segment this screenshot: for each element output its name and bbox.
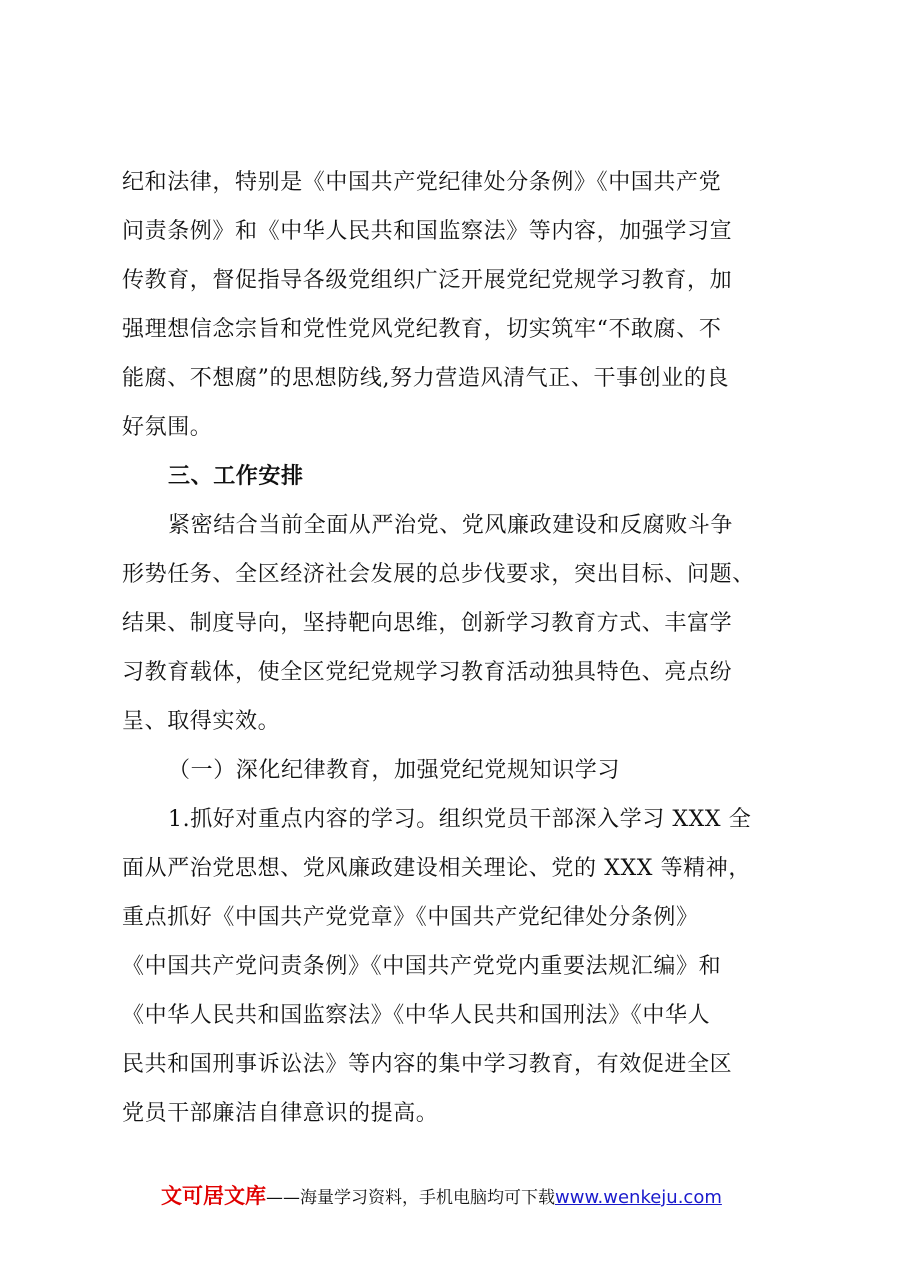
paragraph-line: 呈、取得实效。 [122, 709, 281, 734]
footer-link[interactable]: www.wenkeju.com [555, 1187, 722, 1208]
footer-slogan: ——海量学习资料，手机电脑均可下载 [266, 1188, 555, 1208]
paragraph-line: 传教育，督促指导各级党组织广泛开展党纪党规学习教育，加 [122, 268, 733, 293]
footer-banner [161, 1181, 722, 1211]
paragraph-line: 面从严治党思想、党风廉政建设相关理论、党的 XXX 等精神， [122, 856, 751, 881]
paragraph-line: 形势任务、全区经济社会发展的总步伐要求，突出目标、问题、 [122, 562, 755, 587]
subheading: （一）深化纪律教育，加强党纪党规知识学习 [168, 758, 621, 783]
paragraph-line: 习教育载体，使全区党纪党规学习教育活动独具特色、亮点纷 [122, 660, 733, 685]
paragraph-line: 结果、制度导向，坚持靶向思维，创新学习教育方式、丰富学 [122, 611, 733, 636]
paragraph-line: 问责条例》和《中华人民共和国监察法》等内容，加强学习宣 [122, 219, 733, 244]
paragraph-line: 重点抓好《中国共产党党章》《中国共产党纪律处分条例》 [122, 905, 699, 930]
paragraph-line: 《中国共产党问责条例》《中国共产党党内重要法规汇编》和 [122, 954, 722, 979]
paragraph-line: 民共和国刑事诉讼法》等内容的集中学习教育，有效促进全区 [122, 1052, 733, 1077]
paragraph-line: 强理想信念宗旨和党性党风党纪教育，切实筑牢“不敢腐、不 [122, 317, 722, 342]
paragraph-line: 《中华人民共和国监察法》《中华人民共和国刑法》《中华人 [122, 1003, 711, 1028]
paragraph-line: 能腐、不想腐”的思想防线,努力营造风清气正、干事创业的良 [122, 366, 730, 391]
paragraph-line: 1.抓好对重点内容的学习。组织党员干部深入学习 XXX 全 [168, 807, 752, 832]
paragraph-line: 好氛围。 [122, 415, 213, 440]
brand-name: 文可居文库 [161, 1184, 266, 1208]
paragraph-line: 党员干部廉洁自律意识的提高。 [122, 1101, 439, 1126]
section-heading: 三、工作安排 [168, 464, 304, 489]
paragraph-line: 纪和法律，特别是《中国共产党纪律处分条例》《中国共产党 [122, 170, 722, 195]
paragraph-line: 紧密结合当前全面从严治党、党风廉政建设和反腐败斗争 [168, 513, 734, 538]
